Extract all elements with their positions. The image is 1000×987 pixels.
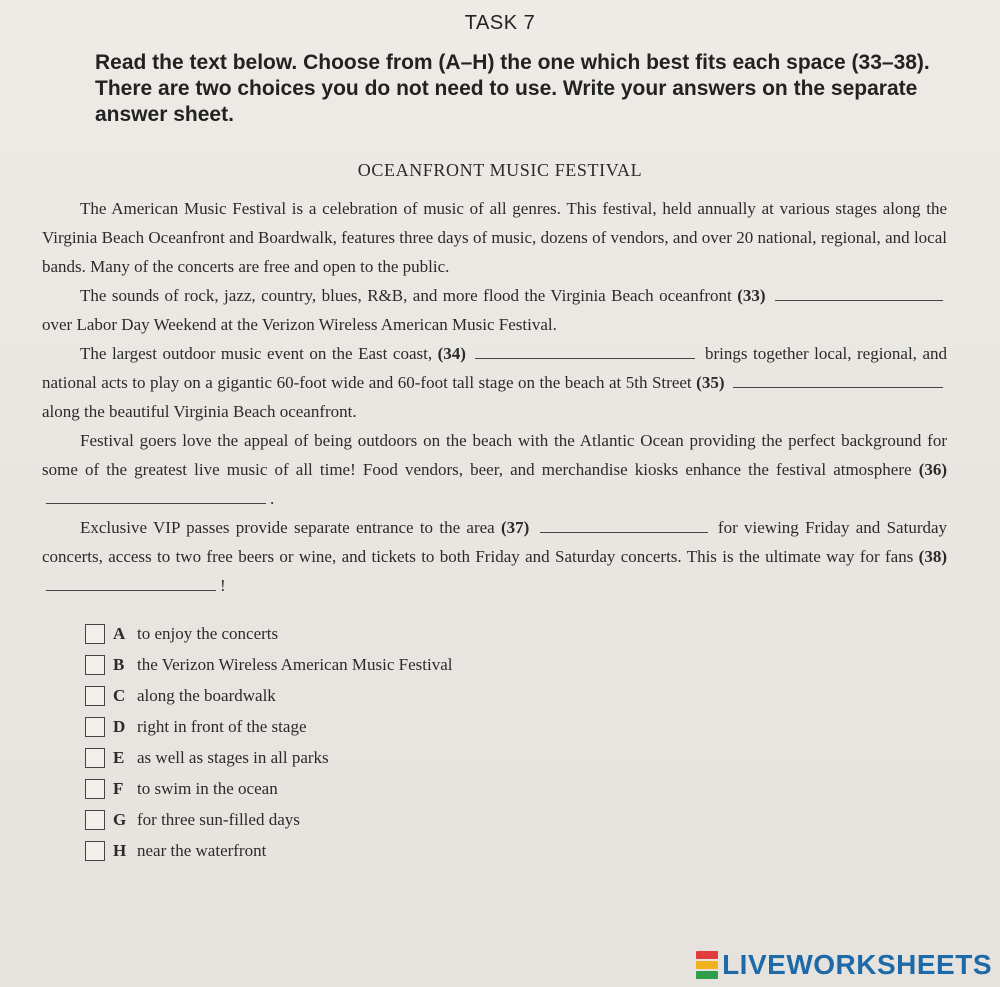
paragraph-3-text-c: along the beautiful Virginia Beach oceanfront. — [42, 402, 357, 421]
paragraph-3 — [42, 339, 947, 426]
liveworksheets-logo-icon — [696, 951, 718, 979]
option-text: along the boardwalk — [137, 685, 276, 705]
paragraph-5-text-b: for viewing Friday and Saturday concerts, access to two free beers or wine, and tickets to both Friday and Saturday concerts. This is the ultimate way for fans — [42, 518, 948, 566]
option-g-checkbox[interactable] — [85, 810, 105, 830]
option-d — [85, 711, 685, 742]
paragraph-5-text-a: Exclusive VIP passes provide separate entrance to the area — [80, 518, 495, 537]
option-f — [85, 773, 685, 804]
option-text: the Verizon Wireless American Music Festival — [137, 654, 453, 674]
option-g — [85, 804, 685, 835]
option-letter: E — [113, 747, 125, 767]
option-c-checkbox[interactable] — [85, 686, 105, 706]
paragraph-1: The American Music Festival is a celebration of music of all genres. This festival, held annually at various stages along the Virginia Beach Oceanfront and Boardwalk, features three days of music, dozens of vendors, and over 20 national, regional, and local bands. Many of the concerts are free and open to the public. — [42, 199, 947, 276]
option-b — [85, 649, 685, 680]
task-title: TASK 7 — [464, 12, 536, 34]
answer-blank-34[interactable] — [475, 340, 695, 359]
paragraph-2-text-b: over Labor Day Weekend at the Verizon Wireless American Music Festival. — [42, 315, 557, 334]
logo-text: LIVEWORKSHEETS — [722, 949, 992, 980]
answer-blank-33[interactable] — [775, 282, 943, 301]
paragraph-4-text-b: . — [270, 489, 275, 508]
option-text: for three sun-filled days — [137, 809, 300, 829]
option-text: to enjoy the concerts — [137, 623, 279, 643]
answer-blank-37[interactable] — [540, 514, 708, 533]
paragraph-4-text-a: Festival goers love the appeal of being outdoors on the beach with the Atlantic Ocean providing the perfect background for some of the greatest live music of all time! Food vendors, beer, and merchandise kiosks enhance the festival atmosphere — [42, 431, 947, 479]
option-d-checkbox[interactable] — [85, 717, 105, 737]
gap-number-37: (37) — [501, 518, 530, 537]
paragraph-2 — [42, 281, 947, 339]
option-a-checkbox[interactable] — [85, 624, 105, 644]
option-letter: B — [113, 654, 125, 674]
option-f-checkbox[interactable] — [85, 779, 105, 799]
option-e-checkbox[interactable] — [85, 748, 105, 768]
option-letter: G — [113, 809, 127, 829]
gap-number-35: (35) — [696, 373, 725, 392]
article-body — [42, 194, 947, 600]
gap-number-36: (36) — [918, 460, 948, 479]
option-a — [85, 618, 685, 649]
option-h — [85, 835, 685, 866]
gap-number-33: (33) — [737, 286, 766, 305]
answer-blank-36[interactable] — [46, 485, 266, 504]
liveworksheets-logo — [696, 949, 992, 981]
instruction-text: Read the text below. Choose from (A–H) the one which best fits each space (33–38). There are two choices you do not need to use. Write your answers on the separate answer sheet. — [95, 51, 930, 126]
paragraph-3-text-a: The largest outdoor music event on the East coast, — [80, 344, 433, 363]
option-h-checkbox[interactable] — [85, 841, 105, 861]
option-e — [85, 742, 685, 773]
option-letter: A — [113, 623, 126, 643]
paragraph-5-text-c: ! — [220, 576, 226, 595]
option-text: to swim in the ocean — [137, 778, 278, 798]
answer-blank-35[interactable] — [733, 369, 943, 388]
answer-blank-38[interactable] — [46, 572, 216, 591]
option-b-checkbox[interactable] — [85, 655, 105, 675]
option-text: as well as stages in all parks — [137, 747, 329, 767]
article-title: OCEANFRONT MUSIC FESTIVAL — [357, 160, 643, 180]
answer-options-list — [85, 618, 685, 866]
paragraph-3-text-b: brings together local, regional, and national acts to play on a gigantic 60-foot wide and 60-foot tall stage on the beach at 5th Street — [42, 344, 947, 392]
gap-number-34: (34) — [437, 344, 466, 363]
gap-number-38: (38) — [918, 547, 947, 566]
option-letter: H — [113, 840, 127, 860]
option-letter: F — [113, 778, 124, 798]
option-c — [85, 680, 685, 711]
option-letter: C — [113, 685, 126, 705]
paragraph-5 — [42, 513, 947, 600]
paragraph-4 — [42, 426, 947, 513]
option-letter: D — [113, 716, 126, 736]
option-text: near the waterfront — [137, 840, 267, 860]
option-text: right in front of the stage — [137, 716, 307, 736]
paragraph-2-text-a: The sounds of rock, jazz, country, blues, R&B, and more flood the Virginia Beach oceanfront — [80, 286, 732, 305]
